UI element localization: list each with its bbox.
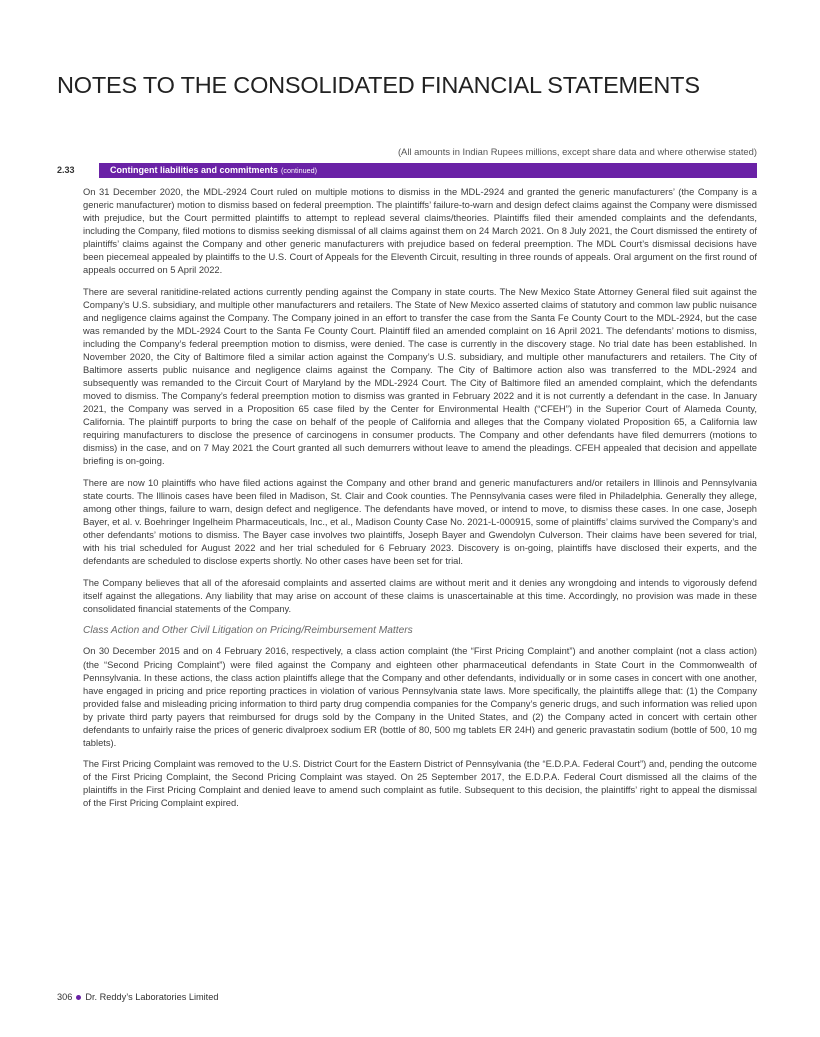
paragraph: The First Pricing Complaint was removed to the U.S. District Court for the Eastern District of Pennsylvania (the “E.D.P.A. Federal Court”) and, pending the outcome of the First Pricing Complaint, the Second Pricing Complaint was stayed. On 25 September 2017, the E.D.P.A. Federal Court dismissed all the claims of the plaintiffs in the First Pricing Complaint and denied leave to amend such complaint as futile. Subsequent to this decision, the plaintiffs’ right to appeal the dismissal of the First Pricing Complaint expired.	[83, 759, 757, 809]
subheading: Class Action and Other Civil Litigation on Pricing/Reimbursement Matters	[83, 625, 413, 637]
company-name: Dr. Reddy’s Laboratories Limited	[85, 992, 219, 1002]
paragraph: The Company believes that all of the aforesaid complaints and asserted claims are without merit and it denies any wrongdoing and intends to vigorously defend itself against the allegations. Any liability that may arise on account of these claims is unascertainable at this time. Accordingly, no provision was made in these consolidated financial statements of the Company.	[83, 577, 757, 614]
page-title: NOTES TO THE CONSOLIDATED FINANCIAL STATEMENTS	[57, 72, 700, 98]
section-number: 2.33	[57, 165, 75, 175]
paragraph: There are now 10 plaintiffs who have filed actions against the Company and other brand and generic manufacturers and/or retailers in Illinois and Pennsylvania state courts. The Illinois cases have been filed in Madison, St. Clair and Cook counties. The Pennsylvania cases were filed in Philadelphia. Generally they allege, among other things, failure to warn, design defect and negligence. The defendants have moved, or intend to move, to dismiss these cases. In one case, Joseph Bayer, et al. v. Boehringer Ingelheim Pharmaceuticals, Inc., et al., Madison County Case No. 2021-L-000915, some of plaintiffs’ claims survived the Company’s and other defendants’ motions to dismiss. The Bayer case involves two plaintiffs, Joseph Bayer and Gwendolyn Culverson. Their claims have been severed for trial, with his trial scheduled for August 2022 and her trial scheduled for 6 February 2023. Discovery is on-going, plaintiffs have disclosed their experts, and the defendants are scheduled to disclose experts shortly. No other cases have been set for trial.	[83, 477, 757, 567]
section-header	[57, 163, 757, 178]
notes-body	[83, 186, 757, 819]
paragraph: There are several ranitidine-related actions currently pending against the Company in state courts. The New Mexico State Attorney General filed suit against the Company’s U.S. subsidiary, and multiple other manufacturers and retailers. The State of New Mexico asserted claims of statutory and common law public nuisance and negligence claims against the Company. The Company joined in an effort to transfer the case from the Santa Fe County Court to the MDL-2924, but the case was remanded by the MDL-2924 Court to the Santa Fe County Court. Plaintiff filed an amended complaint on 16 April 2021. The defendants’ motions to dismiss, including the Company’s federal preemption motion to dismiss, were denied. The case is currently in the discovery stage. No trial date has been established. In November 2020, the City of Baltimore filed a similar action against the Company’s U.S. subsidiary, and multiple other manufacturers and retailers. The City of Baltimore asserts public nuisance and negligence claims against the Company. The City of Baltimore action also was transferred to the MDL-2924 and subsequently was remanded to the Circuit Court of Maryland by the MDL-2924 Court. The City of Baltimore filed an amended complaint, which the defendants moved to dismiss. The Company’s federal preemption motion to dismiss was granted in February 2022 and it is not currently a defendant in the case. In January 2021, the Company was served in a Proposition 65 case filed by the Center for Environmental Health (“CFEH”) in the Superior Court of Alameda County, California. The plaintiff purports to bring the case on behalf of the people of California and alleges that the Company violated Proposition 65, a California law requiring manufacturers to disclose the presence of carcinogens in consumer products. The Company and other defendants have filed demurrers (motions to dismiss) in the case, and on 7 May 2021 the Court granted all such demurrers without leave to amend the pleadings. CFEH appealed that decision and appellate briefing is on-going.	[83, 286, 757, 467]
paragraph: On 31 December 2020, the MDL-2924 Court ruled on multiple motions to dismiss in the MDL-2924 and granted the generic manufacturers’ (the Company is a generic manufacturer) motion to dismiss based on federal preemption. The plaintiffs’ failure-to-warn and design defect claims against the Company were dismissed with prejudice, but the Court permitted plaintiffs to attempt to replead several claims/theories. Plaintiffs filed their amended complaints and the defendants, including the Company, filed motions to dismiss seeking dismissal of all claims against them on 24 March 2021. On 8 July 2021, the Court dismissed the entirety of plaintiffs’ claims against the Company and other generic manufacturers with prejudice based on federal preemption. The MDL Court’s dismissal decisions have been piecemeal appealed by plaintiffs to the U.S. Court of Appeals for the Eleventh Circuit, resulting in three rounds of appeals. Oral argument on the first round of appeals occurred on 5 April 2022.	[83, 187, 757, 276]
paragraph: On 30 December 2015 and on 4 February 2016, respectively, a class action complaint (the “First Pricing Complaint”) and another complaint (not a class action) (the “Second Pricing Complaint”) were filed against the Company and eighteen other pharmaceutical defendants in State Court in the Commonwealth of Pennsylvania. In these actions, the class action plaintiffs allege that the Company and other defendants, individually or in some cases in concert with one another, have engaged in pricing and price reporting practices in violation of various Pennsylvania state laws. More specifically, the plaintiffs allege that: (1) the Company provided false and misleading pricing information to third party drug compendia companies for the Company’s generic drugs, and such information was relied upon by private third party payers that reimbursed for drugs sold by the Company in the United States, and (2) the Company acted in concert with certain other defendants to unfairly raise the prices of generic divalproex sodium ER (bottle of 80, 500 mg tablets ER 24H) and generic pravastatin sodium (bottle of 500, 10 mg tablets).	[83, 646, 757, 748]
section-continued-label: (continued)	[281, 166, 317, 175]
page-number: 306	[57, 992, 73, 1002]
page-footer	[57, 992, 218, 1002]
section-title: Contingent liabilities and commitments	[110, 165, 279, 175]
amounts-note: (All amounts in Indian Rupees millions, except share data and where otherwise stated)	[397, 146, 757, 157]
bullet-dot-icon	[76, 995, 81, 1000]
section-title-bar	[99, 163, 757, 178]
